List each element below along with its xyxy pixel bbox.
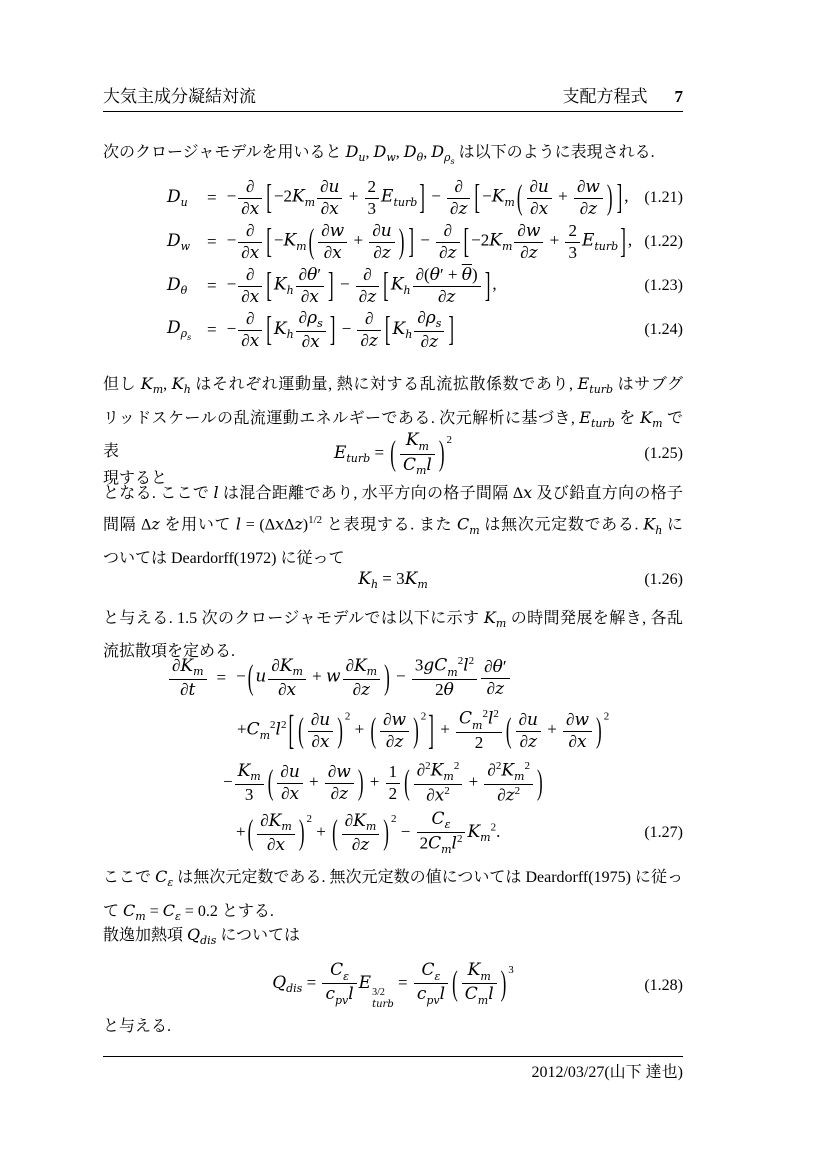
equation-rhs: − ∂ ∂x [ $K_h$ $\frac{\partial\theta'}{\partial x}$ ] − ∂ ∂z [ $K_h$ $\frac{\partial(\theta' + \overline{\theta})}{\partial z}$ ] ,	[226, 265, 497, 307]
equation-group-1	[103, 176, 683, 352]
equation-1-27-row-3	[103, 758, 683, 808]
running-head-section-group	[563, 86, 684, 108]
equation-number: (1.24)	[644, 321, 683, 338]
paragraph-line: となる. ここで l は混合距離であり, 水平方向の格子間隔 Δx 及び鉛直方向の格子	[103, 483, 683, 502]
paragraph-line: て $C_m = C_\varepsilon = 0.2$ とする.	[103, 901, 274, 924]
paragraph-3	[103, 479, 683, 572]
paragraph-line: 間隔 Δz を用いて $l = (\Delta x\Delta z)^{1/2}$ と表現する. また $C_m$ は無次元定数である. $K_h$ に	[103, 514, 683, 537]
equation-rhs: − ( u $\frac{\partial K_m}{\partial x}$ + w $\frac{\partial K_m}{\partial z}$ ) − $3gC_m^2l^2$ $2\overline{\theta}$ $\frac{\partial\theta'}{\partial z}$	[236, 655, 511, 700]
equation-1-27-row-1	[103, 652, 683, 704]
equation-1-23	[103, 264, 683, 308]
page-number: 7	[674, 87, 683, 106]
equation-rhs: − ∂ ∂x [ $-K_m$ ( $\frac{\partial w}{\partial x}$ + $\frac{\partial u}{\partial z}$ ) ] − ∂ ∂z [ $-2K_m$ $\frac{\partial w}{\partial z}$ + $\frac{2}{3}$ $E_{turb}$ ] ,	[226, 221, 633, 263]
equation-number: (1.26)	[644, 571, 683, 588]
running-head-title: 大気主成分凝結対流	[103, 87, 256, 106]
equation-number: (1.21)	[644, 189, 683, 206]
equation-lhs: $D_u$	[167, 186, 188, 210]
equation-continuation: − $\frac{K_m}{3}$ ( $\frac{\partial u}{\partial x}$ + $\frac{\partial w}{\partial z}$ ) + $\frac{1}{2}$ ( $\frac{\partial^2K_m^2}{\partial x^2}$ + $\frac{\partial^2K_m^2}{\partial z^2}$ )	[223, 760, 543, 806]
paragraph-line: と与える.	[103, 1018, 172, 1035]
page-header	[103, 86, 683, 112]
equation-lhs: $D_{\rho_s}$	[167, 317, 192, 343]
equals-sign: =	[207, 188, 217, 207]
paragraph-line: ついては Deardorff(1972) に従って	[103, 549, 345, 567]
equation-number: (1.25)	[644, 445, 683, 462]
equation-continuation: + ( $\frac{\partial K_m}{\partial x}$ ) $^2$ + ( $\frac{\partial K_m}{\partial z}$ ) $^2$ − $C_\varepsilon$ $2C_ml^2$ $K_m^2$.	[236, 808, 501, 857]
paragraph-line: 但し $K_m$, $K_h$ はそれぞれ運動量, 熱に対する乱流拡散係数であり, $E_{turb}$ はサブグ	[103, 374, 683, 397]
equation-1-26	[103, 566, 683, 594]
paragraph-line: 現すると	[103, 470, 168, 488]
page-content	[103, 0, 683, 1169]
equation-body: $E_{turb}$ = ( $K_m$ $C_ml$ ) $^2$	[333, 430, 453, 477]
paragraph-line: 散逸加熱項 $Q_{dis}$ については	[103, 925, 301, 948]
paragraph-line: 流拡散項を定める.	[103, 643, 236, 661]
equation-number: (1.22)	[644, 233, 683, 250]
equation-lhs: $\frac{\partial K_m}{\partial t}$	[167, 656, 209, 700]
equation-1-21	[103, 176, 683, 220]
paragraph-1	[103, 138, 683, 175]
paragraph-7	[103, 1013, 683, 1040]
paragraph-line: ここで $C_\varepsilon$ は無次元定数である. 無次元定数の値については Deardorff(1975) に従っ	[103, 867, 683, 890]
equation-lhs: $D_\theta$	[167, 274, 188, 298]
equals-sign: =	[207, 320, 217, 339]
paragraph-line: と与える. 1.5 次のクロージャモデルでは以下に示す $K_m$ の時間発展を解き, 各乱	[103, 608, 683, 631]
equals-sign: =	[216, 668, 227, 687]
equation-number: (1.23)	[644, 277, 683, 294]
equals-sign: =	[207, 232, 217, 251]
equation-rhs: − ∂ ∂x [ $K_h$ $\frac{\partial\rho_s}{\partial x}$ ] − ∂ ∂z [ $K_h$ $\frac{\partial\rho_s}{\partial z}$ ]	[226, 307, 455, 353]
equation-1-27-row-2	[103, 704, 683, 758]
equation-1-28	[103, 960, 683, 1012]
equation-1-27-row-4	[103, 808, 683, 858]
equation-lhs: $D_w$	[167, 230, 191, 254]
equation-rhs: − ∂ ∂x [ $-2K_m$ $\frac{\partial u}{\partial x}$ + $\frac{2}{3}$ $E_{turb}$ ] − ∂ ∂z [ $-K_m$ ( $\frac{\partial u}{\partial x}$ + $\frac{\partial w}{\partial z}$ ) ] ,	[226, 177, 629, 219]
equation-number: (1.27)	[644, 824, 683, 841]
equation-1-25	[103, 430, 683, 478]
paragraph-6	[103, 921, 683, 955]
equals-sign: =	[207, 276, 217, 295]
equation-body: $Q_{dis}$ = $C_\varepsilon$ $c_{pv}l$ E 3/2 turb = $C_\varepsilon$ $c_{pv}l$ ( $K_m$ $C_ml$ ) $^3$	[272, 960, 514, 1011]
equation-body: $K_h = 3K_m$	[358, 568, 428, 592]
equation-number: (1.28)	[644, 977, 683, 994]
equation-1-24	[103, 308, 683, 352]
paragraph-line: 次のクロージャモデルを用いると $D_u$, $D_w$, $D_\theta$, $D_{\rho_s}$ は以下のように表現される.	[103, 142, 655, 167]
equation-1-22	[103, 220, 683, 264]
paragraph-line: リッドスケールの乱流運動エネルギーである. 次元解析に基づき, $E_{turb}$ を $K_m$ で表	[103, 408, 683, 461]
equation-continuation: $+C_m^2l^2$ [ ( $\frac{\partial u}{\partial x}$ ) $^2$ + ( $\frac{\partial w}{\partial z}$ ) $^2$ ] + $\frac{C_m^2l^2}{2}$ ( $\frac{\partial u}{\partial z}$ + $\frac{\partial w}{\partial x}$ ) $^2$	[237, 706, 610, 754]
footer-date-author: 2012/03/27(山下 達也)	[531, 1064, 683, 1081]
page-footer	[103, 1056, 683, 1086]
section-title: 支配方程式	[562, 87, 648, 106]
equation-1-27	[103, 652, 683, 858]
